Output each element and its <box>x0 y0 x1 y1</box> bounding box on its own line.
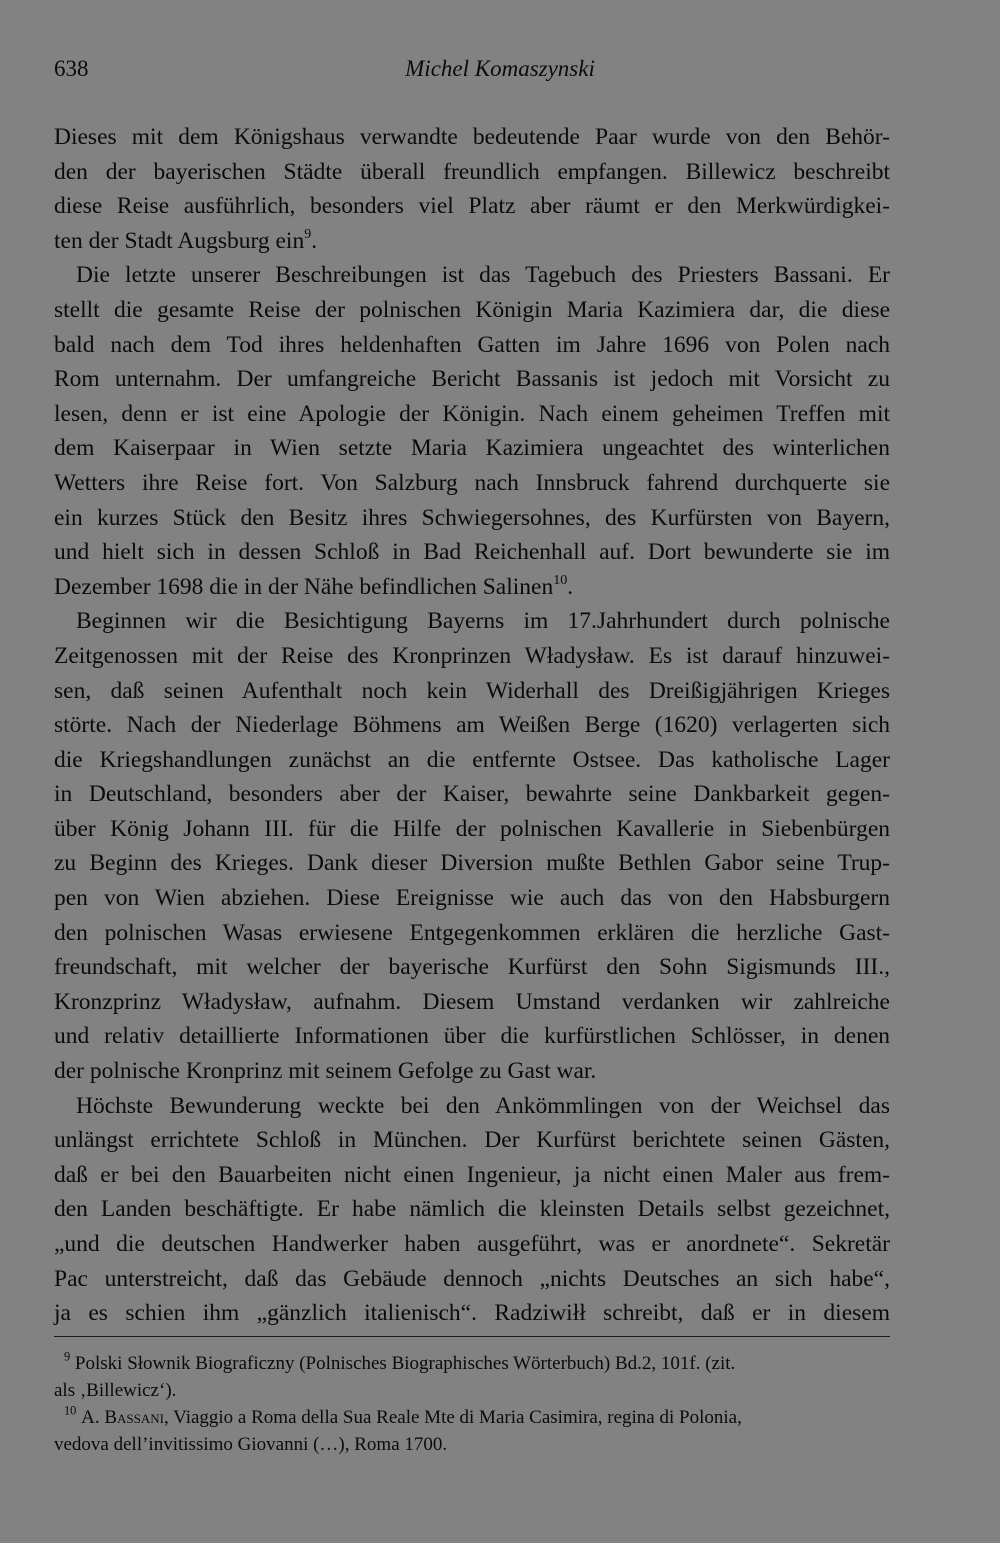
text-line: in Deutschland, besonders aber der Kaiser, bewahrte seine Dankbarkeit gegen- <box>54 781 890 808</box>
text-line: „und die deutschen Handwerker haben ausgeführt, was er anordnete“. Sekretär <box>54 1231 890 1257</box>
text-line: Rom unternahm. Der umfangreiche Bericht Bassanis ist jedoch mit Vorsicht zu <box>54 366 890 393</box>
text-line: Beginnen wir die Besichtigung Bayerns im 17.Jahrhundert durch polnische <box>76 608 890 635</box>
text-line: Die letzte unserer Beschreibungen ist das Tagebuch des Priesters Bassani. Er <box>76 262 890 289</box>
text-line: Höchste Bewunderung weckte bei den Ankömmlingen von der Weichsel das <box>76 1092 890 1119</box>
text-line: pen von Wien abziehen. Diese Ereignisse wie auch das von den Habsburgern <box>54 885 890 912</box>
text-line: zu Beginn des Krieges. Dank dieser Diversion mußte Bethlen Gabor seine Trup- <box>54 850 890 877</box>
text-line: der polnische Kronprinz mit seinem Gefolge zu Gast war. <box>54 1058 597 1085</box>
footnote-text: Polski Słownik Biograficzny (Polnisches Biographisches Wörterbuch) Bd.2, 101f. (zit. <box>74 1353 736 1374</box>
text-line: und hielt sich in dessen Schloß in Bad Reichenhall auf. Dort bewunderte sie im <box>54 539 890 566</box>
text-line-content: ten der Stadt Augsburg ein <box>54 227 305 254</box>
text-line: stellt die gesamte Reise der polnischen Königin Maria Kazimiera dar, die diese <box>54 296 890 323</box>
text-line: Kronzprinz Władysław, aufnahm. Diesem Umstand verdanken wir zahlreiche <box>54 988 890 1015</box>
text-line: lesen, denn er ist eine Apologie der Königin. Nach einem geheimen Treffen mit <box>54 400 890 427</box>
text-line: störte. Nach der Niederlage Böhmens am Weißen Berge (1620) verlagerten sich <box>54 712 890 739</box>
text-line: unlängst errichtete Schloß in München. Der Kurfürst berichtete seinen Gästen, <box>54 1127 890 1154</box>
footnote-number: 9 <box>64 1349 71 1364</box>
text-line-tail: . <box>567 573 574 600</box>
footnote-reference: 10 <box>553 571 568 588</box>
text-line: Dieses mit dem Königshaus verwandte bedeutende Paar wurde von den Behör- <box>54 124 890 150</box>
text-line: daß er bei den Bauarbeiten nicht einen Ingenieur, ja nicht einen Maler aus frem- <box>54 1161 890 1188</box>
footnote-author: A. Bassani <box>81 1407 164 1428</box>
text-line: freundschaft, mit welcher der bayerische Kurfürst den Sohn Sigismunds III., <box>54 954 890 981</box>
text-line: den polnischen Wasas erwiesene Entgegenkommen erklären die herzliche Gast- <box>54 919 890 946</box>
text-line: den Landen beschäftigte. Er habe nämlich die kleinsten Details selbst gezeichnet, <box>54 1196 890 1223</box>
text-line: die Kriegshandlungen zunächst an die entfernte Ostsee. Das katholische Lager <box>54 746 890 773</box>
text-line: ja es schien ihm „gänzlich italienisch“. Radziwiłł schreibt, daß er in diesem <box>54 1300 890 1327</box>
footnote-reference: 9 <box>304 225 312 242</box>
text-line: Pac unterstreicht, daß das Gebäude dennoch „nichts Deutsches an sich habe“, <box>54 1265 890 1292</box>
text-line: Wetters ihre Reise fort. Von Salzburg nach Innsbruck fahrend durchquerte sie <box>54 469 890 496</box>
footnote-separator <box>54 1336 890 1337</box>
text-line-content: Dezember 1698 die in der Nähe befindlichen Salinen <box>54 573 554 600</box>
page-number: 638 <box>54 56 89 81</box>
footnote-9 <box>54 1350 890 1377</box>
footnote-10-continuation: vedova dell’invitissimo Giovanni (…), Roma 1700. <box>54 1434 448 1455</box>
page-header <box>54 56 946 96</box>
text-line <box>54 224 890 259</box>
text-line: über König Johann III. für die Hilfe der polnischen Kavallerie in Siebenbürgen <box>54 815 890 842</box>
footnotes <box>54 1350 890 1458</box>
footnote-text: , Viaggio a Roma della Sua Reale Mte di Maria Casimira, regina di Polonia, <box>163 1407 742 1428</box>
footnote-9-continuation: als ‚Billewicz‘). <box>54 1380 177 1401</box>
footnote-10 <box>54 1404 890 1431</box>
text-line: und relativ detaillierte Informationen über die kurfürstlichen Schlösser, in denen <box>54 1023 890 1050</box>
text-line: diese Reise ausführlich, besonders viel Platz aber räumt er den Merkwürdigkei- <box>54 193 890 220</box>
text-line: ein kurzes Stück den Besitz ihres Schwiegersohnes, des Kurfürsten von Bayern, <box>54 504 890 531</box>
text-line: sen, daß seinen Aufenthalt noch kein Widerhall des Dreißigjährigen Krieges <box>54 677 890 704</box>
text-line: dem Kaiserpaar in Wien setzte Maria Kazimiera ungeachtet des winterlichen <box>54 435 890 462</box>
text-line: Zeitgenossen mit der Reise des Kronprinzen Władysław. Es ist darauf hinzuwei- <box>54 642 890 669</box>
footnote-number: 10 <box>64 1403 77 1418</box>
running-head: Michel Komaszynski <box>405 56 595 81</box>
body-text <box>54 120 890 1331</box>
text-line: bald nach dem Tod ihres heldenhaften Gatten im Jahre 1696 von Polen nach <box>54 331 890 358</box>
text-line: den der bayerischen Städte überall freundlich empfangen. Billewicz beschreibt <box>54 158 890 185</box>
text-line <box>54 570 890 605</box>
text-line-tail: . <box>311 227 318 254</box>
